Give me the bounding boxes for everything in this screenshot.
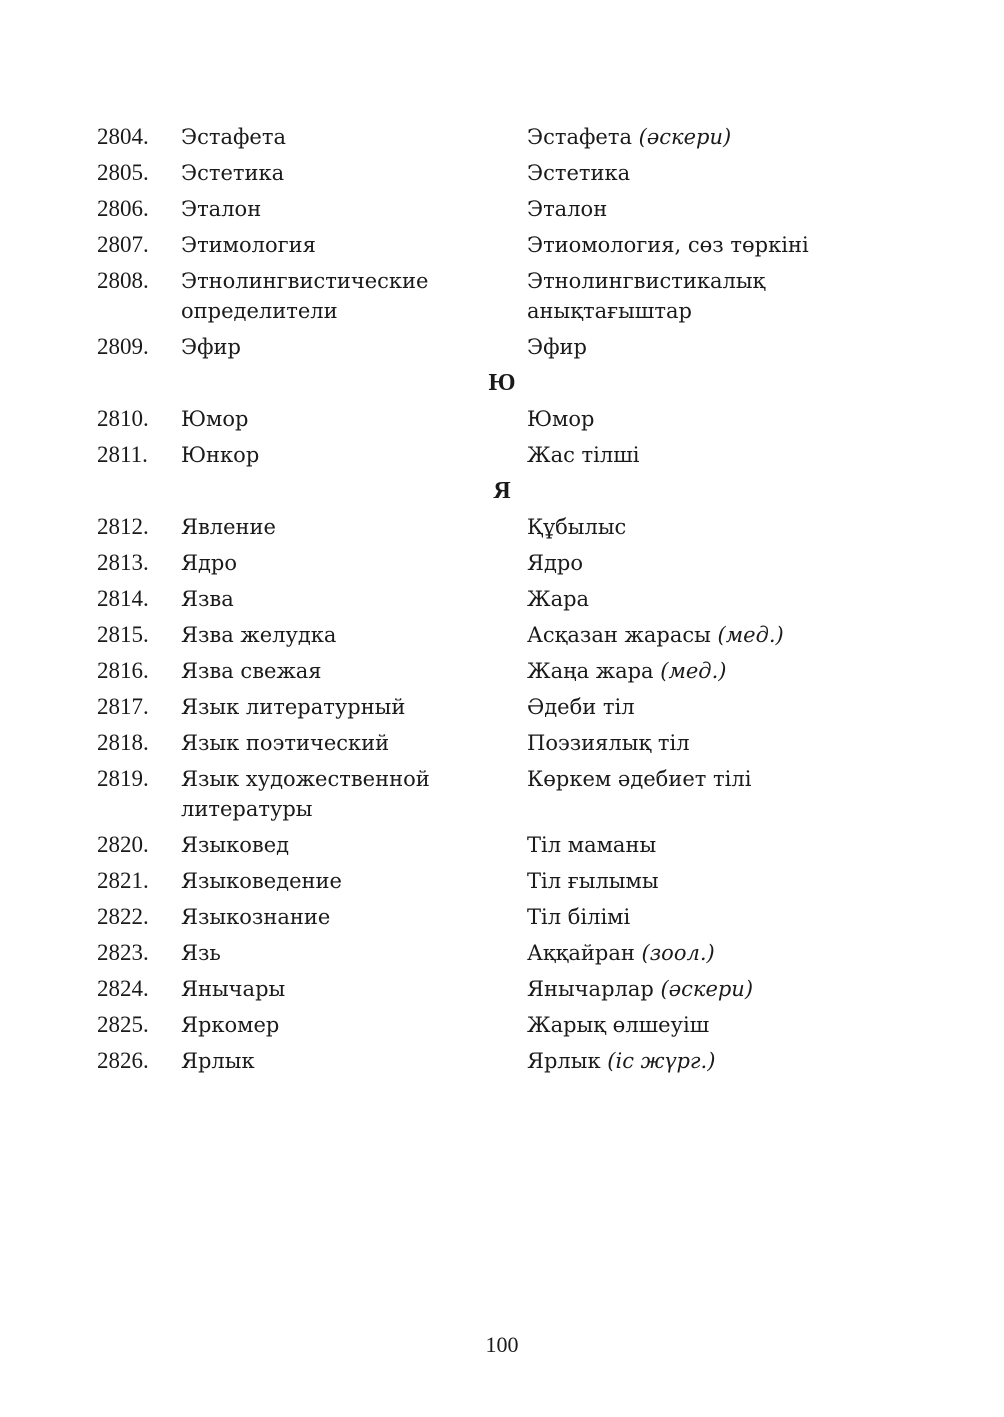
entry-number: 2821. [97, 868, 149, 893]
dictionary-entry [97, 866, 917, 896]
kazakh-term: Жас тілші [527, 443, 640, 467]
kazakh-term: Көркем әдебиет тілі [527, 767, 752, 791]
dictionary-entry [97, 830, 917, 860]
entry-number: 2804. [97, 124, 149, 149]
usage-note: (зоол.) [641, 941, 715, 965]
entry-number: 2817. [97, 694, 149, 719]
dictionary-entry [97, 620, 917, 650]
entry-number: 2810. [97, 406, 149, 431]
russian-term: Явление [181, 515, 276, 539]
russian-term: Язык художественной литературы [181, 767, 430, 821]
kazakh-term: Юмор [527, 407, 595, 431]
kazakh-term: Поэзиялық тіл [527, 731, 690, 755]
dictionary-entry [97, 266, 917, 326]
kazakh-term: Эстетика [527, 161, 631, 185]
entry-number: 2806. [97, 196, 149, 221]
entry-number: 2808. [97, 268, 149, 293]
kazakh-translation [527, 866, 917, 896]
kazakh-translation [527, 584, 917, 614]
kazakh-term: Ярлык [527, 1049, 601, 1073]
entry-number: 2825. [97, 1012, 149, 1037]
dictionary-entry [97, 938, 917, 968]
kazakh-term: Тіл маманы [527, 833, 657, 857]
entry-number: 2815. [97, 622, 149, 647]
kazakh-translation [527, 764, 917, 794]
entry-number: 2826. [97, 1048, 149, 1073]
kazakh-translation [527, 440, 917, 470]
dictionary-entry [97, 332, 917, 362]
dictionary-entry [97, 1010, 917, 1040]
kazakh-term: Әдеби тіл [527, 695, 635, 719]
kazakh-translation [527, 1046, 917, 1076]
usage-note: (әскери) [660, 977, 754, 1001]
kazakh-translation [527, 122, 917, 152]
kazakh-term: Эстафета [527, 125, 632, 149]
entry-number: 2813. [97, 550, 149, 575]
entry-number: 2809. [97, 334, 149, 359]
dictionary-entry [97, 728, 917, 758]
entry-number: 2816. [97, 658, 149, 683]
russian-term: Языковед [181, 833, 290, 857]
kazakh-translation [527, 266, 917, 326]
entry-number: 2805. [97, 160, 149, 185]
russian-term: Эфир [181, 335, 241, 359]
dictionary-entry [97, 902, 917, 932]
russian-term: Язь [181, 941, 221, 965]
dictionary-entry [97, 974, 917, 1004]
entry-number: 2822. [97, 904, 149, 929]
entry-number: 2818. [97, 730, 149, 755]
dictionary-entry [97, 440, 917, 470]
russian-term: Этимология [181, 233, 316, 257]
entry-number: 2807. [97, 232, 149, 257]
russian-term: Этнолингвистические определители [181, 269, 429, 323]
russian-term: Эталон [181, 197, 262, 221]
kazakh-term: Құбылыс [527, 515, 627, 539]
kazakh-translation [527, 512, 917, 542]
russian-term: Яркомер [181, 1013, 280, 1037]
kazakh-translation [527, 548, 917, 578]
usage-note: (мед.) [660, 659, 727, 683]
entry-number: 2819. [97, 766, 149, 791]
russian-term: Язва [181, 587, 234, 611]
russian-term: Эстафета [181, 125, 286, 149]
kazakh-translation [527, 692, 917, 722]
section-letter-heading: Я [493, 478, 511, 504]
kazakh-translation [527, 830, 917, 860]
entry-number: 2814. [97, 586, 149, 611]
kazakh-translation [527, 404, 917, 434]
kazakh-translation [527, 230, 917, 260]
dictionary-entry [97, 158, 917, 188]
russian-term: Юмор [181, 407, 249, 431]
usage-note: (мед.) [717, 623, 784, 647]
entry-number: 2823. [97, 940, 149, 965]
kazakh-translation [527, 974, 917, 1004]
kazakh-term: Тіл білімі [527, 905, 631, 929]
kazakh-term: Жаңа жара [527, 659, 654, 683]
kazakh-term: Ядро [527, 551, 583, 575]
russian-term: Янычары [181, 977, 286, 1001]
kazakh-term: Этиомология, сөз төркіні [527, 233, 809, 257]
russian-term: Языковедение [181, 869, 342, 893]
russian-term: Языкознание [181, 905, 331, 929]
russian-term: Язык поэтический [181, 731, 390, 755]
dictionary-entry [97, 1046, 917, 1076]
kazakh-term: Асқазан жарасы [527, 623, 711, 647]
dictionary-entry [97, 230, 917, 260]
page-number: 100 [485, 1332, 519, 1357]
kazakh-translation [527, 620, 917, 650]
kazakh-translation [527, 332, 917, 362]
dictionary-entry [97, 512, 917, 542]
kazakh-translation [527, 728, 917, 758]
kazakh-translation [527, 902, 917, 932]
kazakh-translation [527, 656, 917, 686]
russian-term: Язык литературный [181, 695, 406, 719]
dictionary-entry [97, 764, 917, 824]
entry-number: 2811. [97, 442, 148, 467]
dictionary-entry [97, 122, 917, 152]
dictionary-entry [97, 548, 917, 578]
kazakh-term: Аққайран [527, 941, 635, 965]
kazakh-translation [527, 938, 917, 968]
usage-note: (іс жүрг.) [607, 1049, 716, 1073]
russian-term: Язва желудка [181, 623, 337, 647]
russian-term: Язва свежая [181, 659, 322, 683]
dictionary-entry [97, 692, 917, 722]
kazakh-translation [527, 158, 917, 188]
kazakh-translation [527, 194, 917, 224]
kazakh-term: Этнолингвистикалық анықтағыштар [527, 269, 766, 323]
kazakh-translation [527, 1010, 917, 1040]
dictionary-entry [97, 404, 917, 434]
section-letter-heading: Ю [488, 370, 516, 396]
usage-note: (әскери) [638, 125, 732, 149]
kazakh-term: Жара [527, 587, 590, 611]
russian-term: Ядро [181, 551, 237, 575]
entry-number: 2812. [97, 514, 149, 539]
kazakh-term: Янычарлар [527, 977, 654, 1001]
dictionary-entry [97, 584, 917, 614]
russian-term: Эстетика [181, 161, 285, 185]
russian-term: Ярлык [181, 1049, 255, 1073]
dictionary-entry [97, 656, 917, 686]
russian-term: Юнкор [181, 443, 260, 467]
kazakh-term: Тіл ғылымы [527, 869, 659, 893]
dictionary-list [97, 122, 917, 1082]
entry-number: 2824. [97, 976, 149, 1001]
entry-number: 2820. [97, 832, 149, 857]
kazakh-term: Эталон [527, 197, 608, 221]
kazakh-term: Жарық өлшеуіш [527, 1013, 710, 1037]
dictionary-entry [97, 194, 917, 224]
kazakh-term: Эфир [527, 335, 587, 359]
